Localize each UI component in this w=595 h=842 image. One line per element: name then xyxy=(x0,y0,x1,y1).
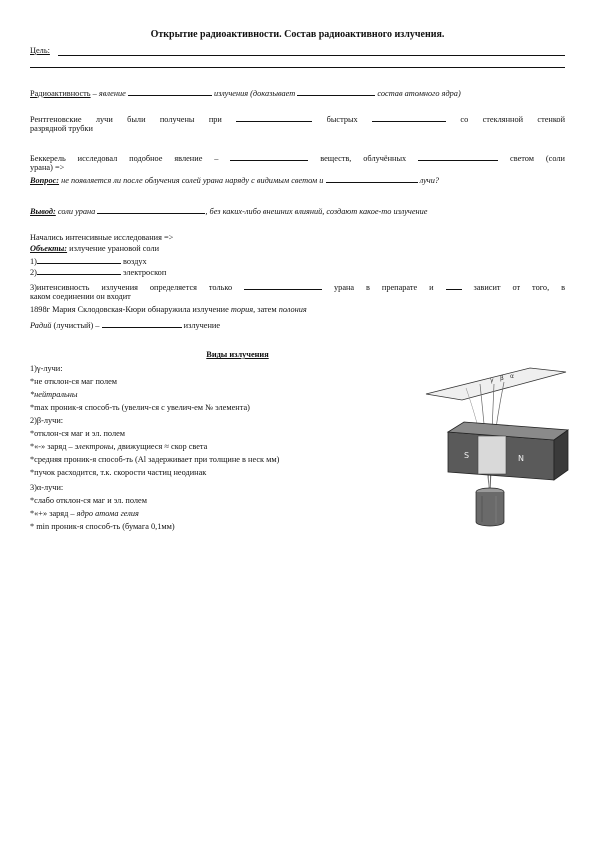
pole-n-label: N xyxy=(518,454,524,463)
beta-item-1: *отклон-ся маг и эл. полем xyxy=(30,429,126,438)
objects-line: Объекты: излучение урановой соли xyxy=(30,244,160,253)
gamma-item-2: *нейтральны xyxy=(30,390,78,399)
gamma-item-3: *max проник-я способ-ть (увелич-ся с увелич-ем № элемента) xyxy=(30,403,250,412)
conclusion-line: Вывод: соли урана , без каких-либо внешних влияний, создают какое-то излучение xyxy=(30,207,428,216)
becquerel-line-1: Беккерель исследовал подобное явление – веществ, облучённых светом (соли xyxy=(30,154,565,163)
alpha-heading: 3)α-лучи: xyxy=(30,483,64,492)
radium-line: Радий (лучистый) – излучение xyxy=(30,321,221,330)
beam-label-gamma: γ xyxy=(490,377,494,384)
electrons-word: электроны xyxy=(74,442,114,451)
polonium-word: полония xyxy=(278,305,307,314)
research-blank-1[interactable] xyxy=(37,255,121,264)
thorium-word: тория xyxy=(230,305,254,314)
definition-term: Радиоактивность xyxy=(30,89,91,98)
roentgen-blank-2[interactable] xyxy=(372,113,446,122)
beam-label-alpha: α xyxy=(510,373,514,380)
goal-line xyxy=(30,46,50,56)
roentgen-line-2: разрядной трубки xyxy=(30,124,93,133)
research-blank-4[interactable] xyxy=(446,281,462,290)
alpha-item-3: * min проник-я способ-ть (бумага 0,1мм) xyxy=(30,522,175,531)
research-blank-2[interactable] xyxy=(37,266,121,275)
beta-heading: 2)β-лучи: xyxy=(30,416,64,425)
gamma-heading: 1)γ-лучи: xyxy=(30,364,63,373)
roentgen-blank-1[interactable] xyxy=(236,113,312,122)
becquerel-line-2: урана) => xyxy=(30,163,65,172)
goal-label: Цель: xyxy=(30,46,50,55)
alpha-item-2: *«+» заряд – ядро атома гелия xyxy=(30,509,139,518)
magnet-gap xyxy=(478,436,506,474)
becquerel-blank-2[interactable] xyxy=(418,152,498,161)
helium-nucleus-word: ядро атома гелия xyxy=(76,509,139,518)
alpha-item-1: *слабо отклон-ся маг и эл. полем xyxy=(30,496,147,505)
objects-label: Объекты: xyxy=(30,244,68,253)
page-title: Открытие радиоактивности. Состав радиоактивного излучения. xyxy=(150,29,445,40)
research-item-1: 1) воздух xyxy=(30,257,147,266)
definition-line: Радиоактивность – явление излучения (доказывает состав атомного ядра) xyxy=(30,89,461,98)
question-blank[interactable] xyxy=(326,174,418,183)
lead-container xyxy=(476,492,504,526)
research-item-3: 3)интенсивность излучения определяется только урана в препарате и зависит от того, в xyxy=(30,283,565,292)
definition-text-3: состав атомного ядра) xyxy=(377,89,461,98)
pole-s-label: S xyxy=(464,451,470,460)
roentgen-line-1: Рентгеновские лучи были получены при быстрых со стеклянной стенкой xyxy=(30,115,566,124)
definition-blank-1[interactable] xyxy=(128,87,212,96)
kinds-title: Виды излучения xyxy=(206,350,269,359)
research-intro: Начались интенсивные исследования => xyxy=(30,233,174,242)
becquerel-blank-1[interactable] xyxy=(230,152,308,161)
definition-text-1: явление xyxy=(98,89,126,98)
definition-blank-2[interactable] xyxy=(297,87,375,96)
curie-line: 1898г Мария Склодовская-Кюри обнаружила излучение тория, затем полония xyxy=(30,305,307,314)
magnet-deflection-figure xyxy=(418,362,570,534)
gamma-item-1: *не отклон-ся маг полем xyxy=(30,377,118,386)
goal-blank-1[interactable] xyxy=(58,55,565,56)
beta-item-2: *«-» заряд – электроны, движущиеся ≈ скор света xyxy=(30,442,208,451)
research-blank-3[interactable] xyxy=(244,281,322,290)
beta-item-3: *средняя проник-я способ-ть (Al задерживает при толщине в неск мм) xyxy=(30,455,280,464)
conclusion-blank[interactable] xyxy=(97,205,205,214)
goal-blank-2[interactable] xyxy=(30,67,565,68)
radium-word: Радий xyxy=(30,321,52,330)
question-line: Вопрос: не появляется ли после облучения солей урана наряду с видимым светом и лучи? xyxy=(30,176,440,185)
beta-item-4: *пучок расходится, т.к. скорости частиц неодинак xyxy=(30,468,207,477)
conclusion-label: Вывод: xyxy=(30,207,56,216)
research-item-2: 2) электроскоп xyxy=(30,268,167,277)
definition-text-2: излучения (доказывает xyxy=(213,89,296,98)
research-item-3-line-2: каком соединении он входит xyxy=(30,292,131,301)
beam-label-beta: β xyxy=(500,375,504,382)
question-label: Вопрос: xyxy=(30,176,60,185)
radium-blank[interactable] xyxy=(102,319,182,328)
